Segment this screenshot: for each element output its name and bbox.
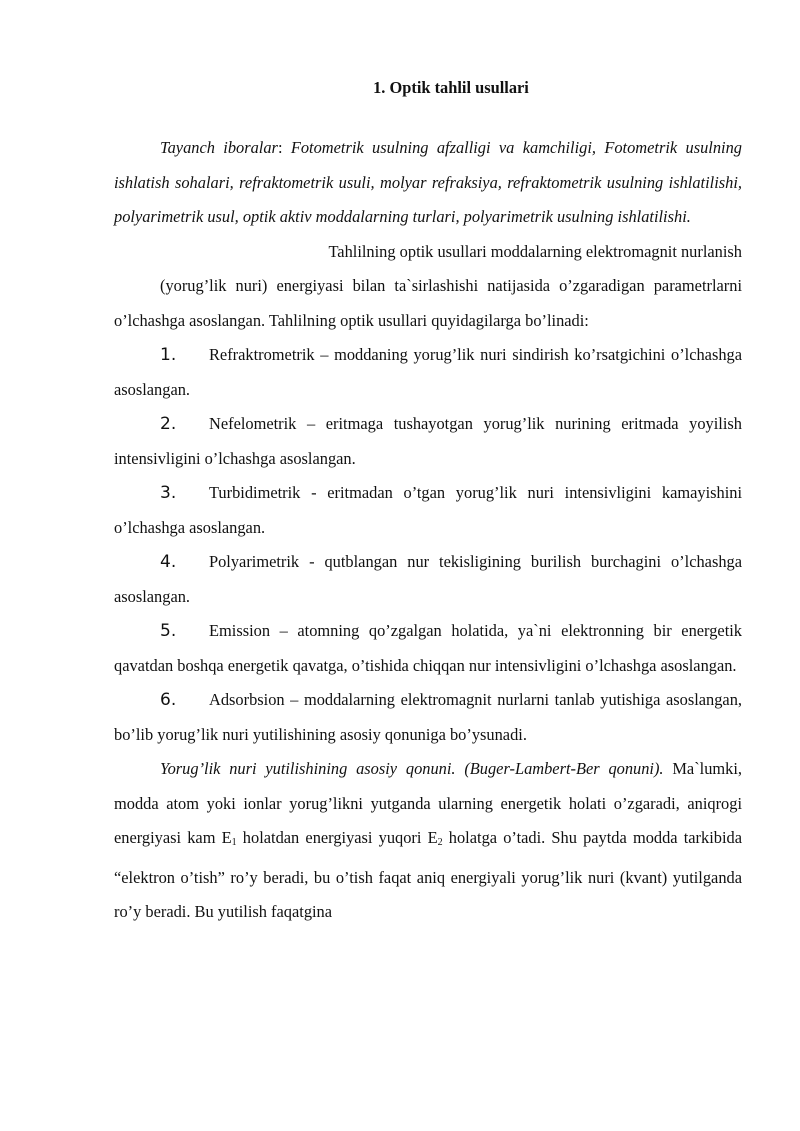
list-item-text: Polyarimetrik - qutblangan nur tekisligining burilish burchagini o’lchashga asoslangan. xyxy=(114,552,742,606)
list-item xyxy=(114,614,742,683)
keywords-label: Tayanch iboralar xyxy=(160,138,278,157)
list-item-text: Refraktrometrik – moddaning yorug’lik nuri sindirish ko’rsatgichini o’lchashga asoslangan. xyxy=(114,345,742,399)
list-item-text: Nefelometrik – eritmaga tushayotgan yorug’lik nurining eritmada yoyilish intensivligini o’lchashga asoslangan. xyxy=(114,414,742,468)
list-item xyxy=(114,545,742,614)
document-page xyxy=(114,76,742,930)
list-item xyxy=(114,338,742,407)
energy-subscript-1: 1 xyxy=(231,837,237,848)
list-item-number: 3. xyxy=(160,483,177,503)
list-item xyxy=(114,476,742,545)
list-item xyxy=(114,407,742,476)
section-heading: 1. Optik tahlil usullari xyxy=(373,78,529,97)
list-item-number: 4. xyxy=(160,552,177,572)
energy-subscript-2: 2 xyxy=(437,837,443,848)
list-item-text: Turbidimetrik - eritmadan o’tgan yorug’lik nuri intensivligini kamayishini o’lchashga asoslangan. xyxy=(114,483,742,537)
list-item-number: 2. xyxy=(160,414,177,434)
law-text-part2: holatdan energiyasi yuqori E xyxy=(236,828,438,847)
intro-first-line: Tahlilning optik usullari moddalarning elektromagnit nurlanish xyxy=(328,241,742,261)
law-title: Yorug’lik nuri yutilishining asosiy qonuni. (Buger-Lambert-Ber qonuni). xyxy=(160,759,664,778)
list-item-text: Emission – atomning qo’zgalgan holatida, ya`ni elektronning bir energetik qavatdan boshqa energetik qavatga, o’tishida chiqqan nur intensivligini o’lchashga asoslangan. xyxy=(114,621,742,675)
keywords-text: Fotometrik usulning afzalligi va kamchiligi, Fotometrik usulning ishlatish sohalari, refraktometrik usuli, molyar refraksiya, refraktometrik usulning ishlatilishi, polyarimetrik usul, optik aktiv moddalarning turlari, polyarimetrik usulning ishlatilishi. xyxy=(114,138,742,226)
list-item-number: 1. xyxy=(160,345,177,365)
keywords-separator: : xyxy=(277,138,291,157)
list-item-number: 5. xyxy=(160,621,177,641)
methods-list xyxy=(114,338,742,752)
list-item-text: Adsorbsion – moddalarning elektromagnit nurlarni tanlab yutishiga asoslangan, bo’lib yorug’lik nuri yutilishining asosiy qonuniga bo’ysunadi. xyxy=(114,690,742,744)
list-item-number: 6. xyxy=(160,690,177,710)
keywords-paragraph xyxy=(114,131,742,235)
list-item xyxy=(114,683,742,752)
intro-paragraph: (yorug’lik nuri) energiyasi bilan ta`sirlashishi natijasida o’zgaradigan parametrlarni o’lchashga asoslangan. Tahlilning optik usullari quyidagilarga bo’linadi: xyxy=(114,276,742,330)
law-text-part3: holatga o’tadi. Shu paytda modda tarkibida “elektron o’tish” ro’y beradi, bu o’tish faqat aniq energiyali yorug’lik nuri (kvant) yutilganda ro’y beradi. Bu yutilish faqatgina xyxy=(114,828,742,921)
law-paragraph xyxy=(114,752,742,930)
law-text-part1: Ma`lumki, modda atom yoki ionlar yorug’likni yutganda ularning energetik holati o’zgaradi, aniqrogi energiyasi kam E xyxy=(114,759,743,847)
